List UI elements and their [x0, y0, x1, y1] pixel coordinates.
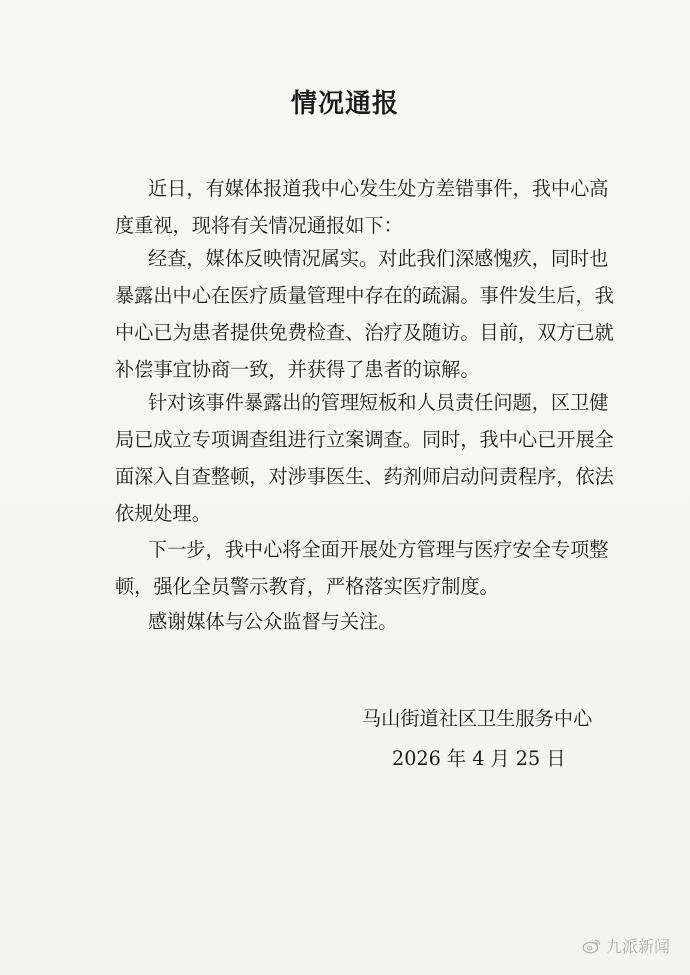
paragraph-line: 中心已为患者提供免费检查、治疗及随访。目前，双方已就 — [115, 321, 614, 344]
paragraph-line: 局已成立专项调查组进行立案调查。同时，我中心已开展全 — [115, 428, 614, 451]
paragraph-line: 暴露出中心在医疗质量管理中存在的疏漏。事件发生后，我 — [115, 284, 614, 307]
paragraph-findings — [115, 240, 614, 388]
paragraph-line: 依规处理。 — [115, 502, 211, 525]
paragraph-thanks — [115, 603, 595, 640]
paragraph-line: 经查，媒体反映情况属实。对此我们深感愧疚，同时也 — [148, 247, 609, 270]
paragraph-line: 下一步，我中心将全面开展处方管理与医疗安全专项整 — [148, 538, 609, 561]
paragraph-line: 近日，有媒体报道我中心发生处方差错事件，我中心高 — [148, 177, 609, 200]
weibo-icon — [582, 938, 602, 954]
paragraph-line: 针对该事件暴露出的管理短板和人员责任问题，区卫健 — [148, 391, 609, 414]
watermark — [582, 934, 670, 957]
paragraph-intro — [115, 170, 609, 244]
paragraph-line: 度重视，现将有关情况通报如下： — [115, 214, 403, 237]
paragraph-line: 顿，强化全员警示教育，严格落实医疗制度。 — [115, 575, 499, 598]
signature-organization: 马山街道社区卫生服务中心 — [362, 707, 593, 730]
signature-date: 2026 年 4 月 25 日 — [392, 747, 566, 770]
document-title: 情况通报 — [290, 89, 399, 119]
paragraph-investigation — [115, 384, 614, 532]
watermark-text: 九派新闻 — [605, 937, 670, 956]
paragraph-next-steps — [115, 531, 609, 605]
paragraph-line: 感谢媒体与公众监督与关注。 — [148, 610, 398, 633]
paragraph-line: 补偿事宜协商一致，并获得了患者的谅解。 — [115, 358, 480, 381]
paragraph-line: 面深入自查整顿，对涉事医生、药剂师启动问责程序，依法 — [115, 465, 614, 488]
